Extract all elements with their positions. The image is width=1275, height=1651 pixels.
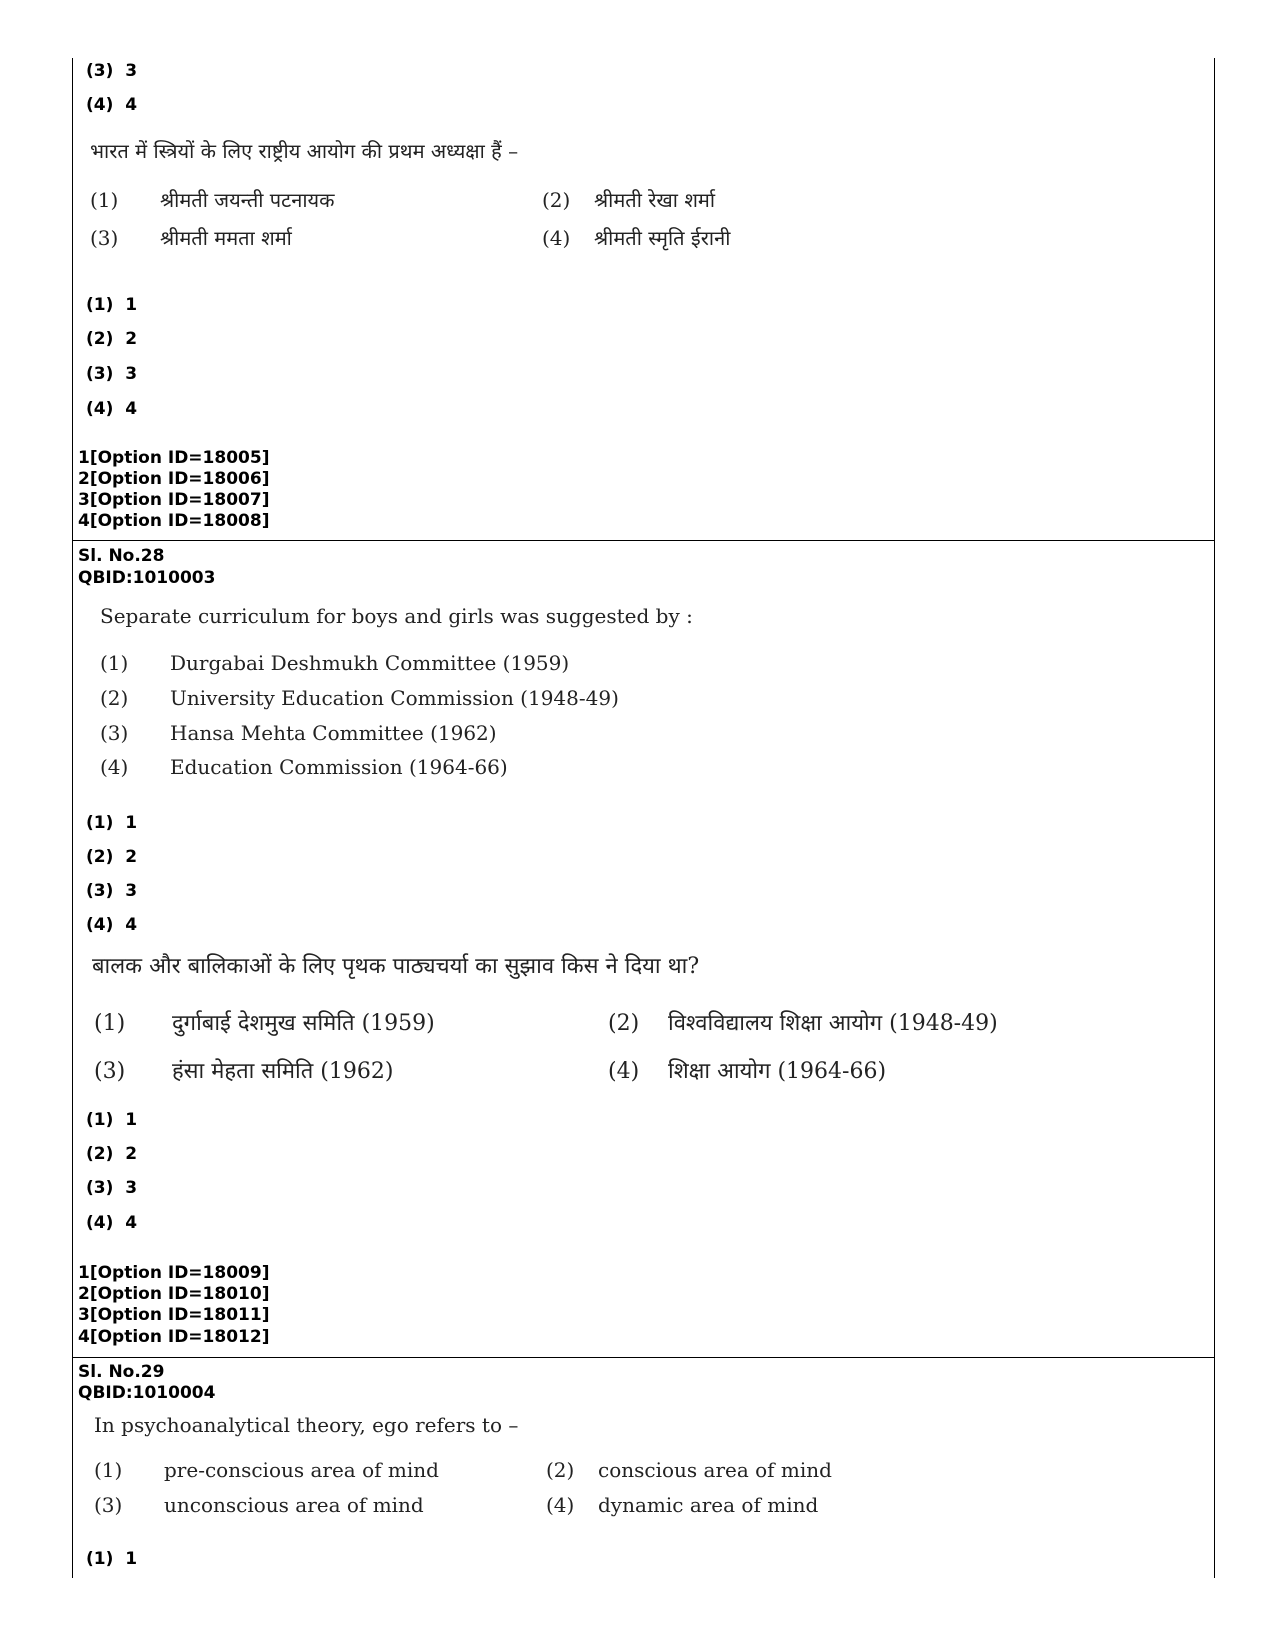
option-number: (2) [546,1458,575,1482]
option-id: 2[Option ID=18006] [78,469,270,489]
option-id: 4[Option ID=18008] [78,511,270,531]
frame-right-border [1214,58,1215,1578]
option-text: University Education Commission (1948-49) [170,686,619,710]
option-id: 2[Option ID=18010] [78,1284,270,1304]
option-text: हंसा मेहता समिति (1962) [172,1059,394,1084]
option-text: विश्वविद्यालय शिक्षा आयोग (1948-49) [668,1011,998,1036]
answer-choice: (2) 2 [86,1144,138,1164]
option-text: dynamic area of mind [598,1493,819,1517]
option-text: unconscious area of mind [164,1493,424,1517]
serial-number: Sl. No.28 [78,546,165,566]
option-text: श्रीमती जयन्ती पटनायक [160,188,335,212]
option-id: 1[Option ID=18009] [78,1263,270,1283]
option-number: (4) [608,1059,640,1084]
qbid: QBID:1010003 [78,568,216,588]
serial-number: Sl. No.29 [78,1362,165,1382]
option-text: श्रीमती रेखा शर्मा [594,188,716,212]
option-text: pre-conscious area of mind [164,1458,439,1482]
option-text: श्रीमती ममता शर्मा [160,226,292,250]
option-id: 4[Option ID=18012] [78,1327,270,1347]
answer-choice: (4) 4 [86,399,138,419]
option-text: Durgabai Deshmukh Committee (1959) [170,651,570,675]
option-number: (3) [100,721,129,745]
option-number: (4) [546,1493,575,1517]
hindi-question: भारत में स्त्रियों के लिए राष्ट्रीय आयोग की प्रथम अध्यक्षा हैं – [90,139,519,163]
english-question: Separate curriculum for boys and girls was suggested by : [100,604,693,628]
option-id: 3[Option ID=18007] [78,490,270,510]
option-text: Education Commission (1964-66) [170,755,508,779]
option-number: (2) [542,188,571,212]
answer-choice: (1) 1 [86,295,138,315]
option-text: शिक्षा आयोग (1964-66) [668,1059,887,1084]
answer-choice: (3) 3 [86,881,138,901]
qbid: QBID:1010004 [78,1383,216,1403]
option-number: (3) [94,1493,123,1517]
question-divider-29 [72,1357,1215,1358]
answer-choice: (2) 2 [86,329,138,349]
option-text: conscious area of mind [598,1458,832,1482]
answer-choice: (3) 3 [86,1178,138,1198]
option-text: श्रीमती स्मृति ईरानी [594,226,731,250]
answer-choice: (4) 4 [86,1213,138,1233]
frame-left-border [72,58,73,1578]
option-number: (2) [100,686,129,710]
answer-choice: (3) 3 [86,364,138,384]
option-number: (1) [94,1458,123,1482]
option-number: (3) [94,1059,126,1084]
option-number: (2) [608,1011,640,1036]
option-text: Hansa Mehta Committee (1962) [170,721,497,745]
option-number: (1) [100,651,129,675]
answer-choice: (4) 4 [86,915,138,935]
answer-choice: (1) 1 [86,813,138,833]
answer-choice: (1) 1 [86,1110,138,1130]
answer-choice: (1) 1 [86,1549,138,1569]
option-text: दुर्गाबाई देशमुख समिति (1959) [172,1011,435,1036]
option-number: (4) [100,755,129,779]
answer-choice: (3) 3 [86,61,138,81]
english-question: In psychoanalytical theory, ego refers to – [94,1413,519,1437]
option-id: 3[Option ID=18011] [78,1305,270,1325]
option-number: (4) [542,226,571,250]
option-id: 1[Option ID=18005] [78,448,270,468]
option-number: (3) [90,226,119,250]
question-divider-28 [72,540,1215,541]
option-number: (1) [94,1011,126,1036]
answer-choice: (2) 2 [86,847,138,867]
answer-choice: (4) 4 [86,95,138,115]
option-number: (1) [90,188,119,212]
hindi-question: बालक और बालिकाओं के लिए पृथक पाठ्यचर्या का सुझाव किस ने दिया था? [92,954,700,979]
